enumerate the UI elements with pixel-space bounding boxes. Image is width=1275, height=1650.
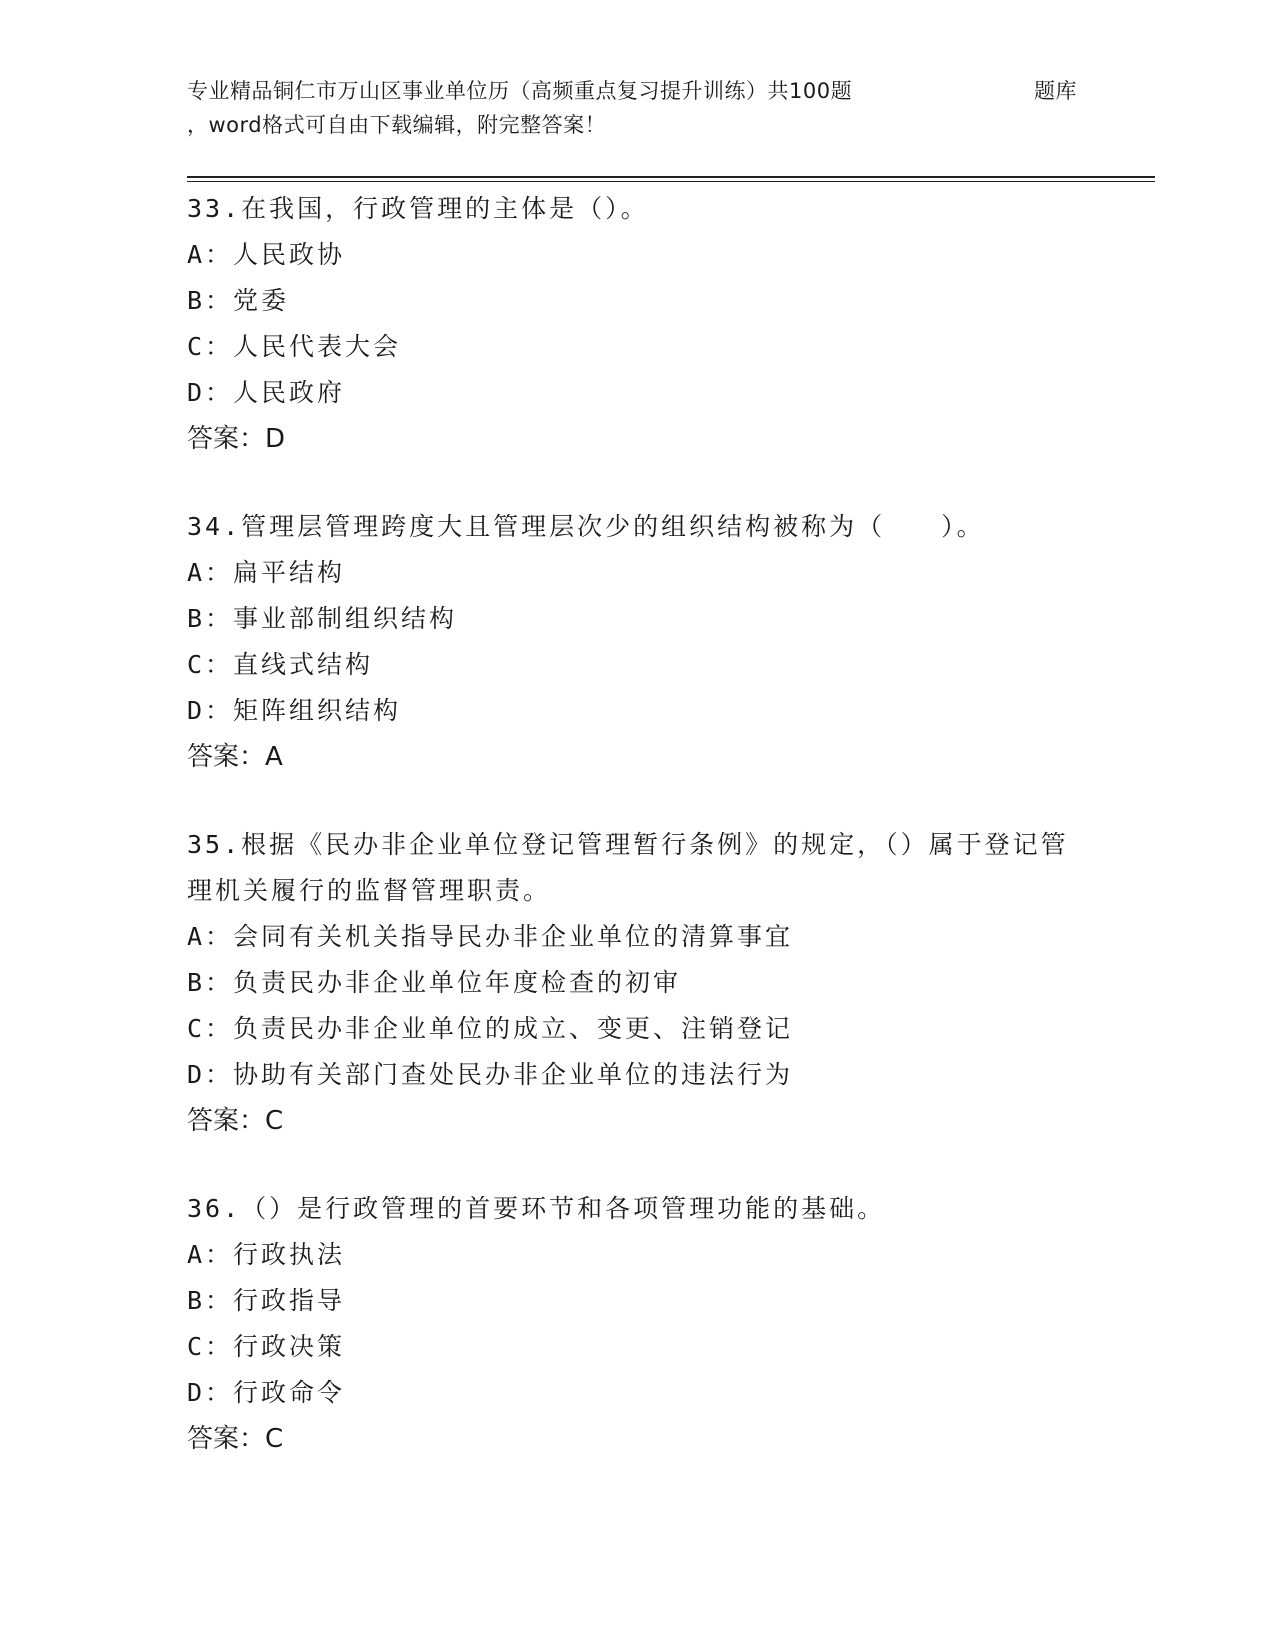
answer: 答案：C (187, 1106, 284, 1136)
question-text: 35.根据《民办非企业单位登记管理暂行条例》的规定，（）属于登记管理机关履行的监督管理职责。 (187, 830, 1069, 905)
option-a: A：会同有关机关指导民办非企业单位的清算事宜 (187, 922, 794, 951)
option-d: D：人民政府 (187, 378, 346, 407)
header-line-1 (187, 74, 1077, 108)
question-36 (187, 1186, 1087, 1462)
answer: 答案：C (187, 1424, 284, 1454)
question-text: 33.在我国，行政管理的主体是（）。 (187, 194, 649, 223)
answer: 答案：D (187, 424, 286, 454)
option-c: C：负责民办非企业单位的成立、变更、注销登记 (187, 1014, 794, 1043)
header-divider (187, 176, 1155, 182)
answer: 答案：A (187, 742, 283, 772)
question-text: 34.管理层管理跨度大且管理层次少的组织结构被称为（ ）。 (187, 512, 985, 541)
option-d: D：协助有关部门查处民办非企业单位的违法行为 (187, 1060, 794, 1089)
header-suffix: 题库 (1034, 79, 1077, 103)
option-b: B：党委 (187, 286, 290, 315)
option-c: C：直线式结构 (187, 650, 374, 679)
question-35 (187, 822, 1087, 1144)
question-34 (187, 504, 1087, 780)
option-a: A：行政执法 (187, 1240, 346, 1269)
option-a: A：人民政协 (187, 240, 346, 269)
page-header (187, 74, 1077, 142)
option-a: A：扁平结构 (187, 558, 346, 587)
option-d: D：行政命令 (187, 1378, 346, 1407)
header-title: 专业精品铜仁市万山区事业单位历（高频重点复习提升训练）共100题 (187, 79, 853, 103)
option-d: D：矩阵组织结构 (187, 696, 402, 725)
option-b: B：行政指导 (187, 1286, 346, 1315)
question-33 (187, 186, 1087, 462)
question-text: 36.（）是行政管理的首要环节和各项管理功能的基础。 (187, 1194, 886, 1223)
header-line-2: ，word格式可自由下载编辑，附完整答案！ (187, 113, 607, 137)
option-b: B：事业部制组织结构 (187, 604, 458, 633)
option-b: B：负责民办非企业单位年度检查的初审 (187, 968, 682, 997)
option-c: C：人民代表大会 (187, 332, 402, 361)
question-list (187, 186, 1087, 1504)
option-c: C：行政决策 (187, 1332, 346, 1361)
